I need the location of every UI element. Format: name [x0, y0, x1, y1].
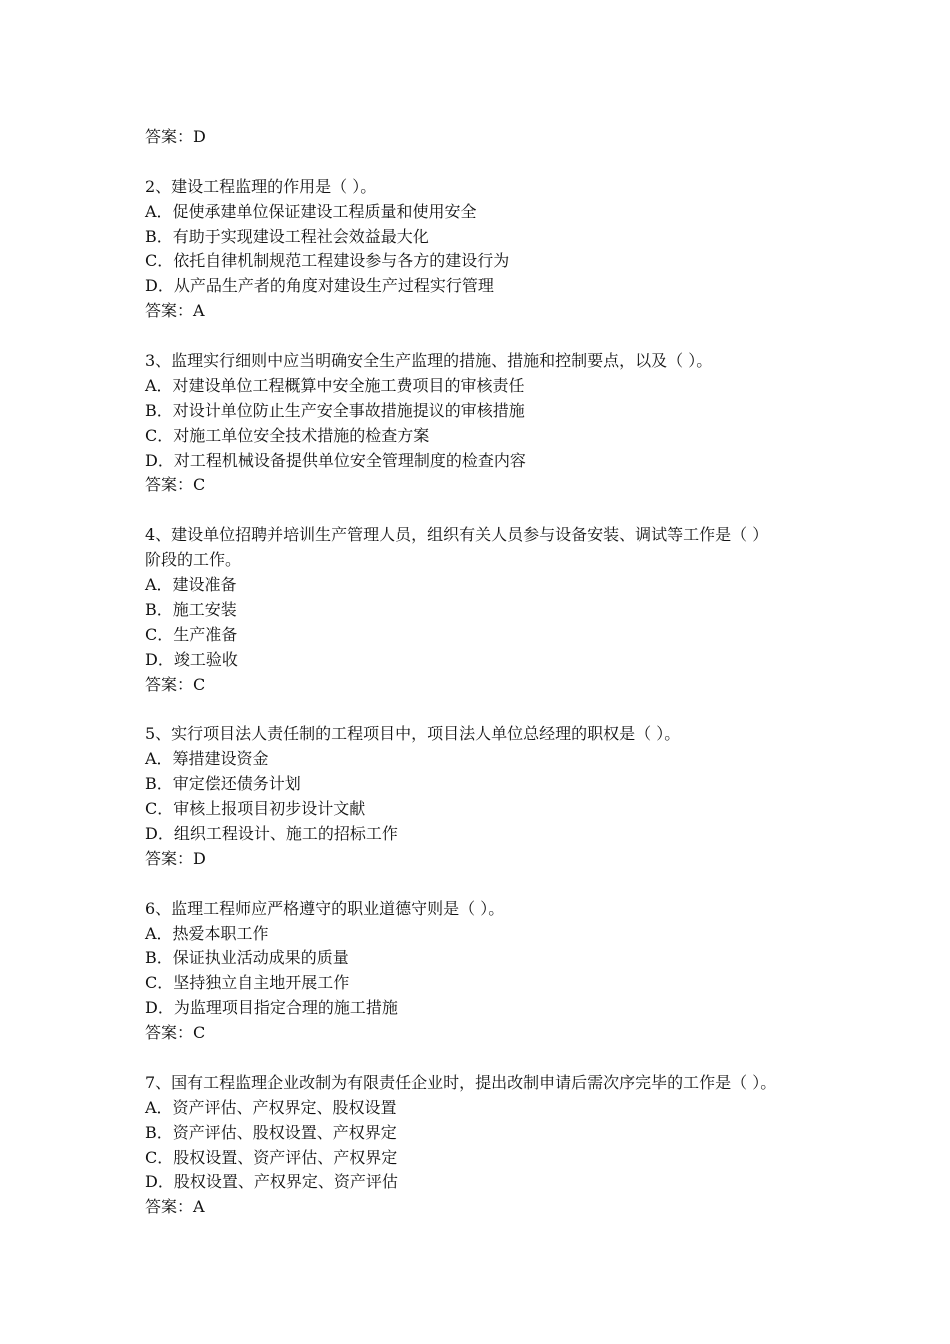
question-stem: 5、实行项目法人责任制的工程项目中，项目法人单位总经理的职权是（ ）。	[145, 724, 681, 744]
option-b: B．有助于实现建设工程社会效益最大化	[145, 226, 429, 246]
answer: 答案：A	[145, 1197, 205, 1217]
option-c: C．生产准备	[145, 624, 238, 644]
option-a: A．建设准备	[145, 575, 237, 595]
question-stem: 3、监理实行细则中应当明确安全生产监理的措施、措施和控制要点，以及（ ）。	[145, 351, 713, 371]
option-d: D．组织工程设计、施工的招标工作	[145, 823, 398, 843]
option-a: A．热爱本职工作	[145, 923, 269, 943]
option-c: C．审核上报项目初步设计文献	[145, 799, 366, 819]
spacer	[145, 697, 845, 722]
question-4	[145, 523, 845, 697]
question-stem-continued: 阶段的工作。	[145, 550, 242, 570]
spacer	[145, 150, 845, 175]
option-c: C．对施工单位安全技术措施的检查方案	[145, 425, 430, 445]
document-page	[145, 125, 845, 1220]
option-a: A．促使承建单位保证建设工程质量和使用安全	[145, 201, 477, 221]
question-stem: 7、国有工程监理企业改制为有限责任企业时，提出改制申请后需次序完毕的工作是（ ）。	[145, 1072, 777, 1092]
question-5	[145, 722, 845, 871]
question-stem: 6、监理工程师应严格遵守的职业道德守则是（ ）。	[145, 898, 505, 918]
option-d: D．竣工验收	[145, 649, 238, 669]
spacer	[145, 498, 845, 523]
option-d: D．股权设置、产权界定、资产评估	[145, 1172, 398, 1192]
option-d: D．对工程机械设备提供单位安全管理制度的检查内容	[145, 450, 526, 470]
option-a: A．资产评估、产权界定、股权设置	[145, 1097, 397, 1117]
option-d: D．从产品生产者的角度对建设生产过程实行管理	[145, 276, 494, 296]
answer-q1: 答案：D	[145, 127, 206, 146]
answer: 答案：C	[145, 674, 206, 694]
answer: 答案：A	[145, 301, 205, 321]
option-b: B．施工安装	[145, 599, 237, 619]
option-b: B．审定偿还债务计划	[145, 774, 301, 794]
question-2	[145, 175, 845, 324]
option-a: A．筹措建设资金	[145, 749, 269, 769]
question-7	[145, 1071, 845, 1220]
option-d: D．为监理项目指定合理的施工措施	[145, 998, 398, 1018]
spacer	[145, 1046, 845, 1071]
question-3	[145, 349, 845, 498]
option-b: B．保证执业活动成果的质量	[145, 948, 349, 968]
option-b: B．对设计单位防止生产安全事故措施提议的审核措施	[145, 400, 525, 420]
answer: 答案：D	[145, 848, 206, 868]
option-b: B．资产评估、股权设置、产权界定	[145, 1122, 397, 1142]
answer: 答案：C	[145, 475, 206, 495]
spacer	[145, 872, 845, 897]
option-c: C．坚持独立自主地开展工作	[145, 973, 350, 993]
spacer	[145, 324, 845, 349]
option-a: A．对建设单位工程概算中安全施工费项目的审核责任	[145, 375, 525, 395]
question-stem: 4、建设单位招聘并培训生产管理人员，组织有关人员参与设备安装、调试等工作是（ ）	[145, 525, 769, 545]
question-6	[145, 897, 845, 1046]
question-stem: 2、建设工程监理的作用是（ ）。	[145, 176, 377, 196]
answer: 答案：C	[145, 1023, 206, 1043]
option-c: C．依托自律机制规范工程建设参与各方的建设行为	[145, 251, 510, 271]
option-c: C．股权设置、资产评估、产权界定	[145, 1147, 398, 1167]
